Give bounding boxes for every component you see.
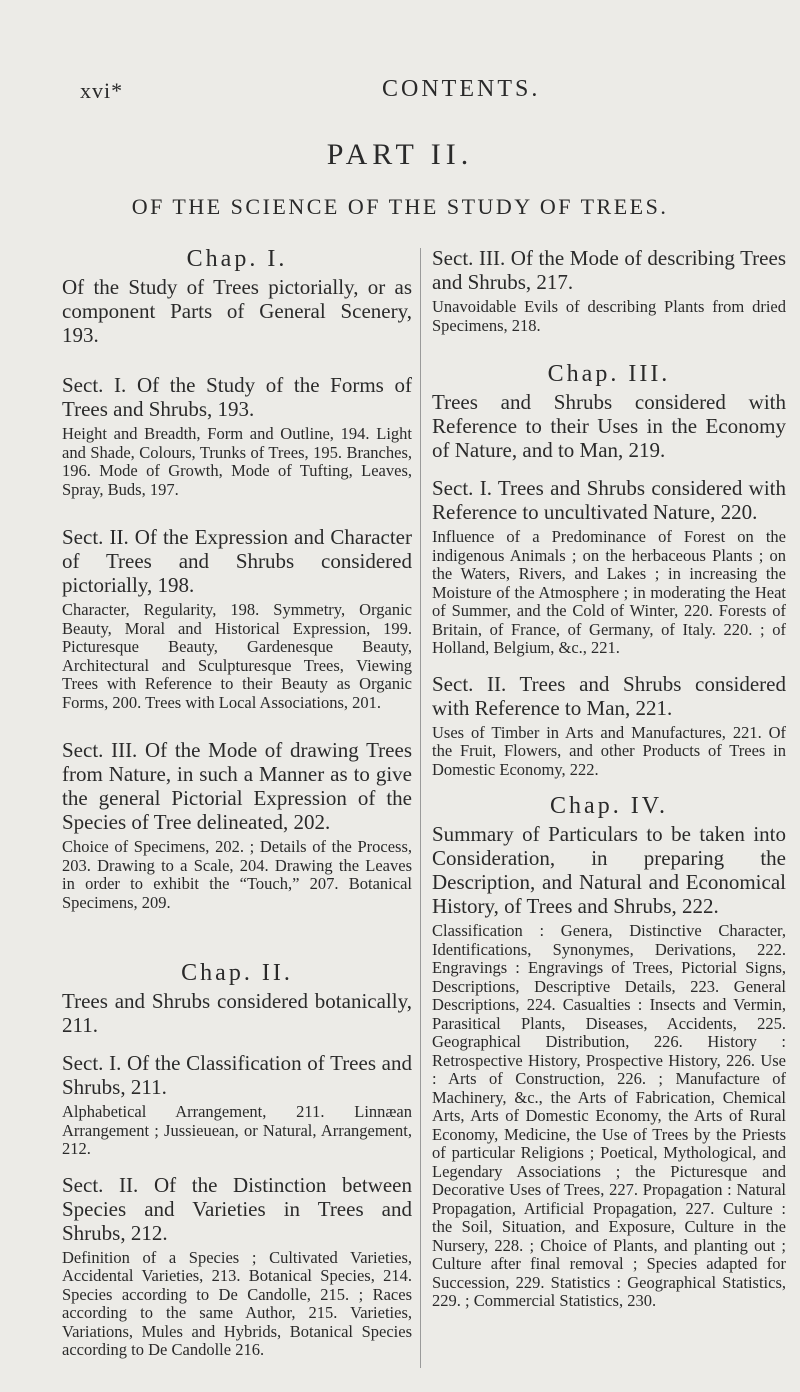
section-title: Sect. I. Trees and Shrubs considered with Reference to uncultivated Nature, 220.: [432, 476, 786, 524]
running-title: CONTENTS.: [382, 76, 541, 102]
section-body: Unavoidable Evils of describing Plants from dried Specimens, 218.: [432, 297, 786, 335]
chapter-title: Of the Study of Trees pictorially, or as component Parts of General Scenery, 193.: [62, 275, 412, 347]
section-body: Choice of Specimens, 202. ; Details of the Process, 203. Drawing to a Scale, 204. Drawing the Leaves in order to exhibit the “Touch,” 207. Botanical Specimens, 209.: [62, 837, 412, 912]
section-title: Sect. II. Trees and Shrubs considered with Reference to Man, 221.: [432, 671, 786, 720]
chapter-heading: Chap. II.: [181, 960, 293, 986]
page-number: xvi*: [80, 78, 124, 103]
chapter-title: Trees and Shrubs considered botanically, 211.: [62, 989, 412, 1037]
section-body: Height and Breadth, Form and Outline, 194. Light and Shade, Colours, Trunks of Trees, 195. Branches, 196. Mode of Growth, Mode of Tufting, Leaves, Spray, Buds, 197.: [62, 424, 412, 499]
chapter-title: Trees and Shrubs considered with Reference to their Uses in the Economy of Nature, and to Man, 219.: [432, 390, 786, 462]
section-body: Uses of Timber in Arts and Manufactures, 221. Of the Fruit, Flowers, and other Products of Trees in Domestic Economy, 222.: [432, 722, 786, 779]
part-subtitle: OF THE SCIENCE OF THE STUDY OF TREES.: [131, 194, 669, 219]
chapter-heading: Chap. IV.: [550, 793, 668, 819]
part-title: PART II.: [326, 138, 474, 171]
section-title: Sect. II. Of the Expression and Character of Trees and Shrubs considered pictorially, 198.: [62, 525, 412, 597]
section-title: Sect. III. Of the Mode of drawing Trees from Nature, in such a Manner as to give the general Pictorial Expression of the Species of Tree delineated, 202.: [62, 738, 412, 834]
section-body: Influence of a Predominance of Forest on the indigenous Animals ; on the herbaceous Plants ; on the Waters, Rivers, and Lakes ; in increasing the Moisture of the Atmosphere ; in moderating the Heat of Summer, and the Cold of Winter, 220. Forests of Britain, of France, of Germany, of Italy. 220. ; of Holland, Belgium, &c., 221.: [432, 527, 786, 657]
section-body: Character, Regularity, 198. Symmetry, Organic Beauty, Moral and Historical Expression, 199. Picturesque Beauty, Gardenesque Beauty, Architectural and Sculpturesque Trees, Viewing Trees with Reference to their Beauty as Organic Forms, 200. Trees with Local Associations, 201.: [62, 600, 412, 712]
left-column: [62, 246, 412, 1360]
section-title: Sect. I. Of the Classification of Trees and Shrubs, 211.: [62, 1051, 412, 1099]
section-body: Definition of a Species ; Cultivated Varieties, Accidental Varieties, 213. Botanical Species, 214. Species according to De Candolle, 215. ; Races according to the same Author, 215. Varieties, Variations, Mules and Hybrids, Botanical Species according to De Candolle 216.: [62, 1247, 412, 1359]
chapter-heading: Chap. I.: [186, 246, 288, 272]
section-title: Sect. III. Of the Mode of describing Trees and Shrubs, 217.: [432, 246, 786, 294]
chapter-body: Classification : Genera, Distinctive Character, Identifications, Synonymes, Derivations, 222. Engravings : Engravings of Trees, Pictorial Signs, Descriptions, Descriptive Details, 223. General Descriptions, 224. Casualties : Insects and Vermin, Parasitical Plants, Diseases, Accidents, 225. Geographical Distribution, 226. History : Retrospective History, Prospective History, 226. Use : Arts of Construction, 226. ; Manufacture of Machinery, &c., the Arts of Fabrication, Chemical Arts, Arts of Domestic Economy, the Arts of Rural Economy, Medicine, the Use of Trees by the Priests of particular Religions ; Poetical, Mythological, and Legendary Associations ; the Picturesque and Decorative Uses of Trees, 227. Propagation : Natural Propagation, Artificial Propagation, 227. Culture : the Soil, Situation, and Exposure, Culture in the Nursery, 228. ; Choice of Plants, and planting out ; Culture after final removal ; Species adapted for Succession, 229. Statistics : Geographical Statistics, 229. ; Commercial Statistics, 230.: [432, 921, 786, 1310]
column-divider: [420, 248, 421, 1368]
section-body: Alphabetical Arrangement, 211. Linnæan Arrangement ; Jussieuean, or Natural, Arrangement, 212.: [62, 1102, 412, 1158]
right-column: [432, 246, 786, 1311]
section-title: Sect. I. Of the Study of the Forms of Trees and Shrubs, 193.: [62, 373, 412, 421]
section-title: Sect. II. Of the Distinction between Species and Varieties in Trees and Shrubs, 212.: [62, 1172, 412, 1245]
chapter-heading: Chap. III.: [547, 361, 671, 387]
chapter-title: Summary of Particulars to be taken into Consideration, in preparing the Description, and Natural and Economical History, of Trees and Shrubs, 222.: [432, 822, 786, 918]
